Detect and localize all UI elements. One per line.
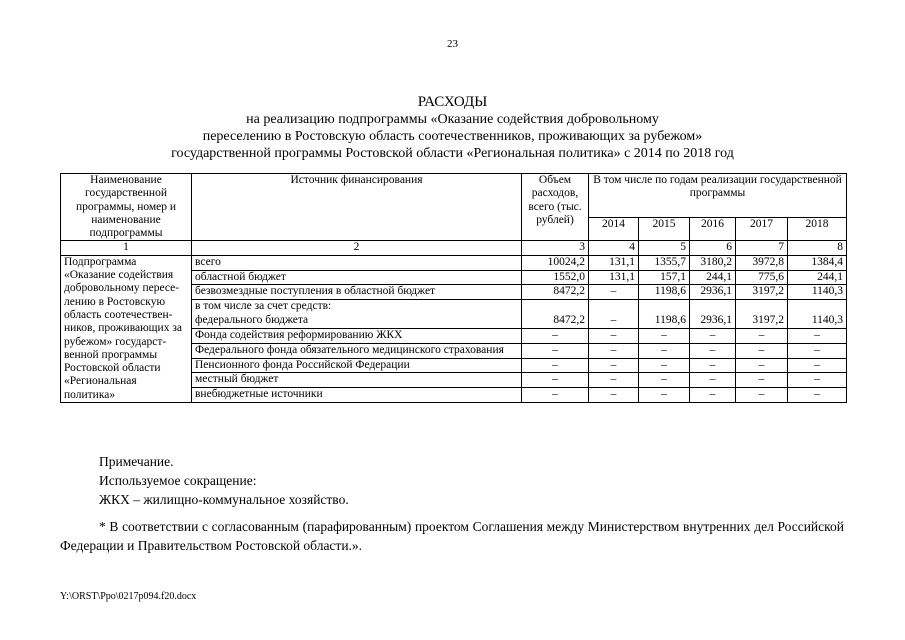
page-number: 23 xyxy=(447,38,458,50)
column-number: 4 xyxy=(589,241,639,255)
year-cell: – xyxy=(589,285,639,300)
year-cell: 1355,7 xyxy=(639,255,690,270)
year-cell: – xyxy=(690,358,736,373)
year-cell: – xyxy=(788,358,847,373)
year-cell: – xyxy=(690,388,736,403)
header-year: 2018 xyxy=(788,218,847,241)
source-cell: Фонда содействия реформированию ЖКХ xyxy=(192,328,522,343)
year-cell: 1140,3 xyxy=(788,285,847,300)
year-cell: – xyxy=(690,373,736,388)
header-year: 2015 xyxy=(639,218,690,241)
total-cell: – xyxy=(522,388,589,403)
year-cell: – xyxy=(639,343,690,358)
column-number: 5 xyxy=(639,241,690,255)
year-cell: – xyxy=(639,358,690,373)
source-cell: безвозмездные поступления в областной бюджет xyxy=(192,285,522,300)
year-cell: – xyxy=(690,343,736,358)
year-cell xyxy=(589,300,639,314)
year-cell: – xyxy=(639,373,690,388)
note-label: Примечание. xyxy=(99,454,174,469)
header-source: Источник финансирования xyxy=(192,174,522,241)
header-year: 2016 xyxy=(690,218,736,241)
year-cell: 131,1 xyxy=(589,255,639,270)
year-cell: – xyxy=(589,314,639,328)
year-cell: – xyxy=(589,358,639,373)
year-cell xyxy=(690,300,736,314)
heading-line: переселению в Ростовскую область соотечественников, проживающих за рубежом» xyxy=(202,129,703,144)
year-cell xyxy=(639,300,690,314)
heading-line: государственной программы Ростовской области «Региональная политика» с 2014 по 2018 год xyxy=(171,146,734,161)
year-cell: 1198,6 xyxy=(639,314,690,328)
year-cell: 244,1 xyxy=(788,270,847,285)
expenses-table xyxy=(60,173,847,403)
column-numbers-row xyxy=(61,241,847,255)
column-number: 6 xyxy=(690,241,736,255)
total-cell xyxy=(522,300,589,314)
year-cell: 1198,6 xyxy=(639,285,690,300)
source-cell: федерального бюджета xyxy=(192,314,522,328)
column-number: 7 xyxy=(736,241,788,255)
year-cell: 1140,3 xyxy=(788,314,847,328)
year-cell: – xyxy=(589,373,639,388)
note-block xyxy=(99,452,349,509)
total-cell: – xyxy=(522,373,589,388)
total-cell: 8472,2 xyxy=(522,314,589,328)
year-cell: – xyxy=(639,388,690,403)
source-cell: всего xyxy=(192,255,522,270)
source-cell: внебюджетные источники xyxy=(192,388,522,403)
year-cell: – xyxy=(690,328,736,343)
program-name-cell: Подпрограмма «Оказание содействия добровольному пересе-лению в Ростовскую область соотечествен-ников, проживающих за рубежом» государст-венной программы Ростовской области «Региональная политика» xyxy=(61,255,192,402)
year-cell: – xyxy=(589,328,639,343)
file-path: Y:\ORST\Ppo\0217p094.f20.docx xyxy=(60,591,197,602)
column-number: 1 xyxy=(61,241,192,255)
year-cell: – xyxy=(788,388,847,403)
year-cell: 3180,2 xyxy=(690,255,736,270)
heading-line: на реализацию подпрограммы «Оказание содействия добровольному xyxy=(246,112,659,127)
source-cell: Пенсионного фонда Российской Федерации xyxy=(192,358,522,373)
document-heading xyxy=(60,94,845,162)
year-cell: – xyxy=(589,388,639,403)
year-cell: – xyxy=(736,358,788,373)
heading-title: РАСХОДЫ xyxy=(417,94,488,110)
year-cell: 3197,2 xyxy=(736,285,788,300)
year-cell: 3197,2 xyxy=(736,314,788,328)
year-cell: – xyxy=(736,343,788,358)
year-cell: 244,1 xyxy=(690,270,736,285)
total-cell: – xyxy=(522,328,589,343)
year-cell xyxy=(788,300,847,314)
year-cell: 775,6 xyxy=(736,270,788,285)
header-name: Наименование государственной программы, номер и наименование подпрограммы xyxy=(61,174,192,241)
total-cell: 8472,2 xyxy=(522,285,589,300)
year-cell: 2936,1 xyxy=(690,314,736,328)
source-cell: Федерального фонда обязательного медицинского страхования xyxy=(192,343,522,358)
header-year: 2017 xyxy=(736,218,788,241)
year-cell: – xyxy=(736,388,788,403)
year-cell: – xyxy=(736,328,788,343)
total-cell: 1552,0 xyxy=(522,270,589,285)
year-cell: 131,1 xyxy=(589,270,639,285)
table-row xyxy=(61,255,847,270)
source-cell: в том числе за счет средств: xyxy=(192,300,522,314)
total-cell: 10024,2 xyxy=(522,255,589,270)
year-cell: 2936,1 xyxy=(690,285,736,300)
year-cell: – xyxy=(788,328,847,343)
column-number: 3 xyxy=(522,241,589,255)
year-cell: – xyxy=(589,343,639,358)
total-cell: – xyxy=(522,343,589,358)
source-cell: областной бюджет xyxy=(192,270,522,285)
total-cell: – xyxy=(522,358,589,373)
year-cell: – xyxy=(788,373,847,388)
abbreviation-text: ЖКХ – жилищно-коммунальное хозяйство. xyxy=(99,492,349,507)
header-volume: Объем расходов, всего (тыс. рублей) xyxy=(522,174,589,241)
source-cell: местный бюджет xyxy=(192,373,522,388)
footnote: * В соответствии с согласованным (парафированным) проектом Соглашения между Министерством внутренних дел Российской Федерации и Правительством Ростовской области.». xyxy=(60,519,844,553)
year-cell: – xyxy=(639,328,690,343)
year-cell: – xyxy=(736,373,788,388)
year-cell xyxy=(736,300,788,314)
header-by-years: В том числе по годам реализации государственной программы xyxy=(589,174,847,218)
year-cell: – xyxy=(788,343,847,358)
abbreviation-title: Используемое сокращение: xyxy=(99,473,257,488)
column-number: 2 xyxy=(192,241,522,255)
year-cell: 157,1 xyxy=(639,270,690,285)
header-year: 2014 xyxy=(589,218,639,241)
year-cell: 1384,4 xyxy=(788,255,847,270)
year-cell: 3972,8 xyxy=(736,255,788,270)
column-number: 8 xyxy=(788,241,847,255)
